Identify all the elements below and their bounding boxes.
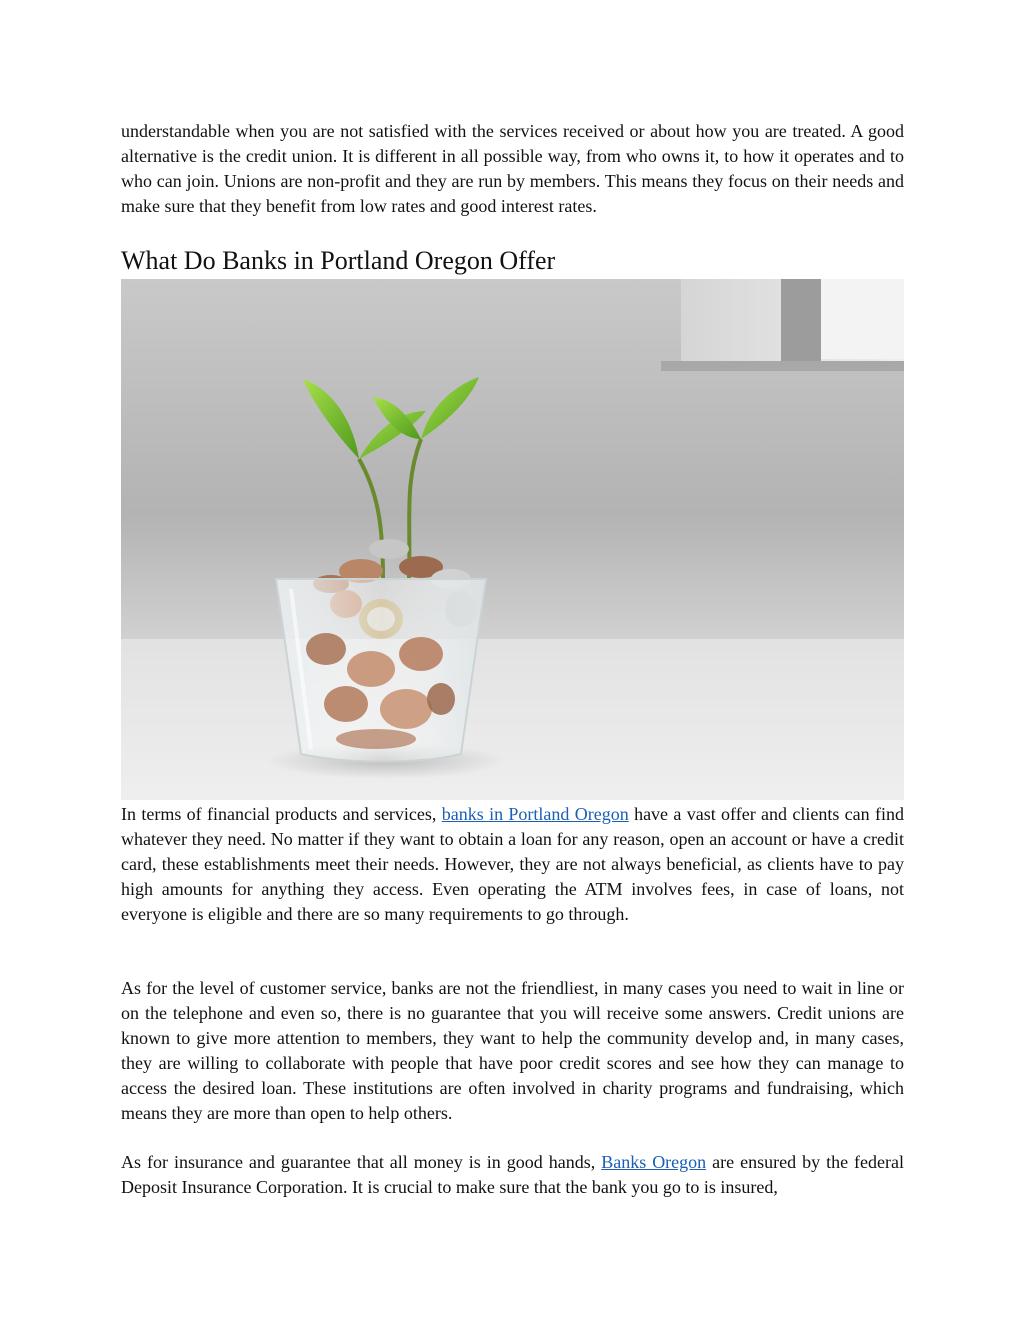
insurance-paragraph: [121, 1150, 904, 1200]
seedling-coins-photo: [121, 279, 904, 800]
section-heading: What Do Banks in Portland Oregon Offer: [121, 246, 556, 275]
banks-oregon-link[interactable]: Banks Oregon: [601, 1152, 707, 1172]
insurance-text-after: are ensured by the federal Deposit Insurance Corporation. It is crucial to make sure that the bank you go to is insured,: [121, 1152, 904, 1197]
photo-illustration: [121, 279, 904, 800]
offer-paragraph: [121, 802, 904, 927]
offer-text-before: In terms of financial products and services,: [121, 804, 442, 824]
insurance-text-before: As for insurance and guarantee that all money is in good hands,: [121, 1152, 602, 1172]
customer-service-paragraph: As for the level of customer service, banks are not the friendliest, in many cases you need to wait in line or on the telephone and even so, there is no guarantee that you will receive some answers. Credit unions are known to give more attention to members, they want to help the community develop and, in many cases, they are willing to collaborate with people that have poor credit scores and see how they can manage to access the desired loan. These institutions are often involved in charity programs and fundraising, which means they are more than open to help others.: [121, 978, 904, 1123]
banks-in-portland-oregon-link[interactable]: banks in Portland Oregon: [441, 804, 629, 824]
intro-paragraph: understandable when you are not satisfied with the services received or about how you are treated. A good alternative is the credit union. It is different in all possible way, from who owns it, to how it operates and to who can join. Unions are non-profit and they are run by members. This means they focus on their needs and make sure that they benefit from low rates and good interest rates.: [121, 121, 904, 216]
offer-text-after: have a vast offer and clients can find whatever they need. No matter if they want to obtain a loan for any reason, open an account or have a credit card, these establishments meet their needs. However, they are not always beneficial, as clients have to pay high amounts for anything they access. Even operating the ATM involves fees, in case of loans, not everyone is eligible and there are so many requirements to go through.: [121, 804, 904, 924]
